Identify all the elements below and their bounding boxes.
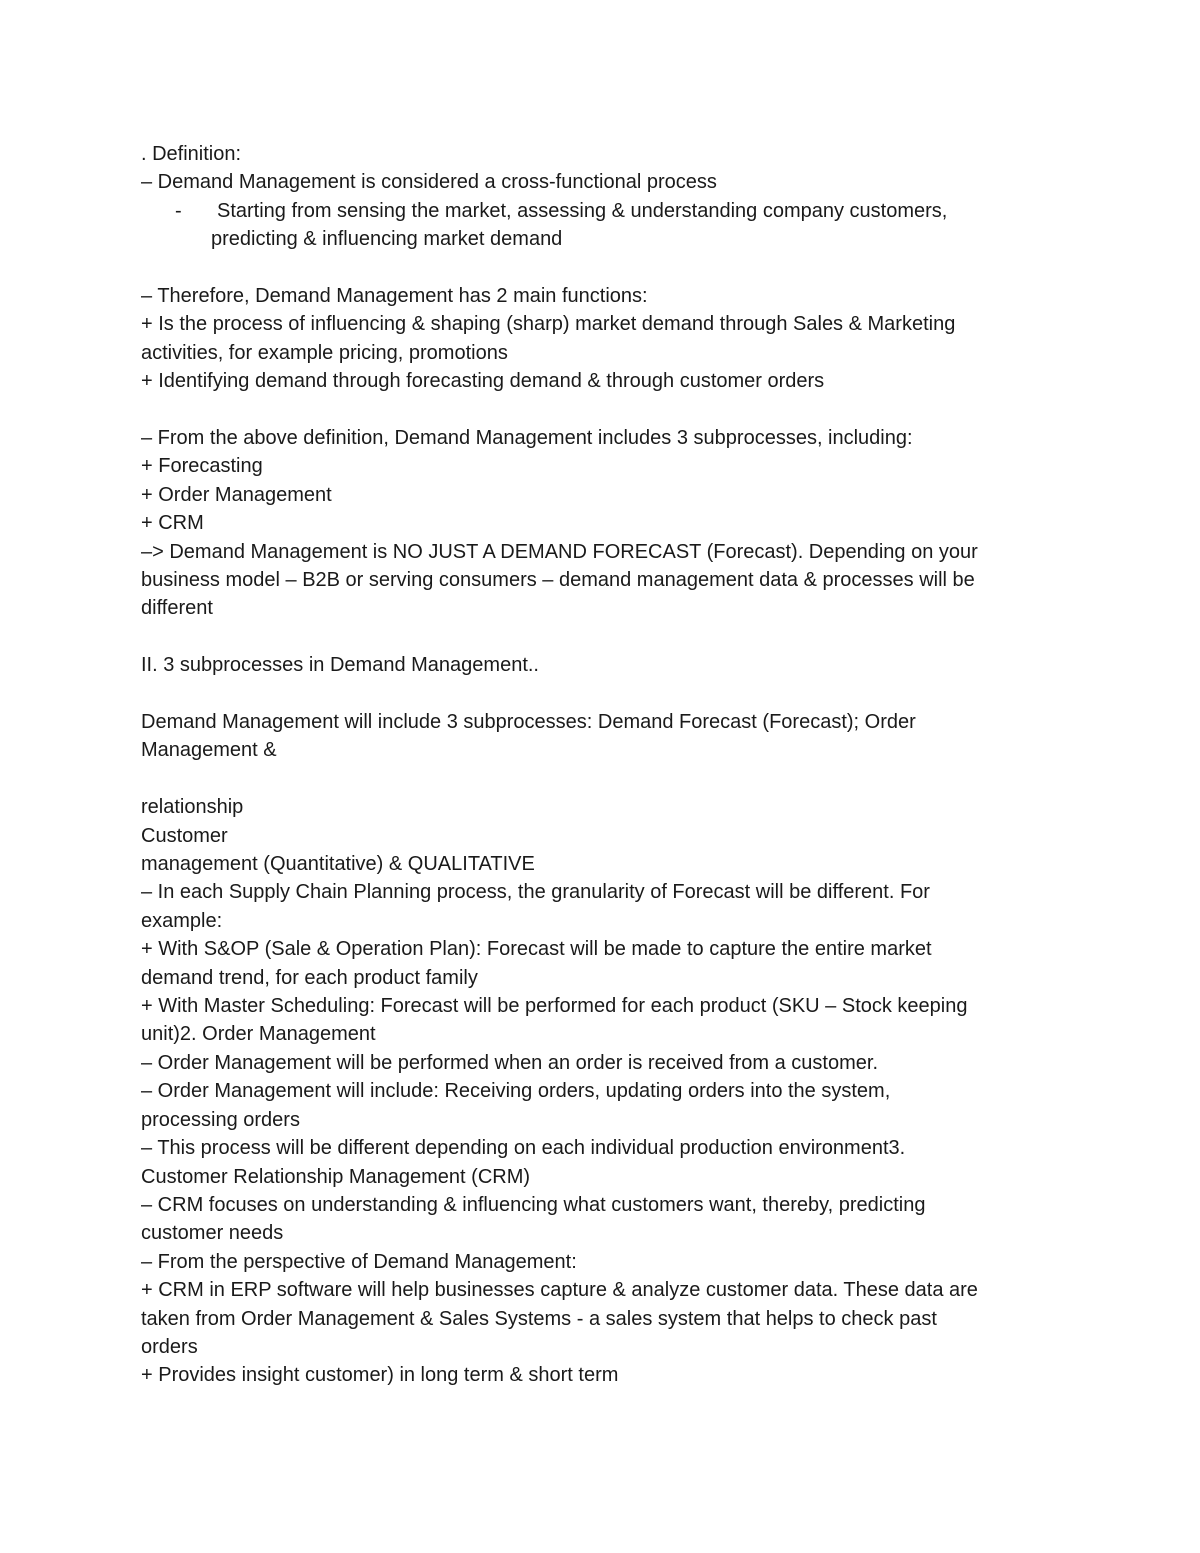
blank-line [141, 765, 1061, 793]
text-line: Customer Relationship Management (CRM) [141, 1165, 531, 1188]
text-line: taken from Order Management & Sales Systems - a sales system that helps to check past [141, 1307, 937, 1330]
text-line: example: [141, 909, 223, 932]
text-line: Demand Management will include 3 subprocesses: Demand Forecast (Forecast); Order [141, 711, 916, 734]
text-line: demand trend, for each product family [141, 966, 478, 989]
text-line: + Forecasting [141, 455, 263, 478]
text-line: unit)2. Order Management [141, 1023, 376, 1046]
text-line: . Definition: [141, 143, 242, 165]
text-line: processing orders [141, 1108, 300, 1131]
text-line: – In each Supply Chain Planning process, the granularity of Forecast will be different. For [141, 881, 930, 904]
text-line: Customer [141, 824, 228, 847]
bullet-continuation-text: predicting & influencing market demand [211, 228, 563, 251]
blank-line [141, 680, 1061, 708]
text-line: different [141, 597, 213, 620]
text-line: – This process will be different depending on each individual production environment3. [141, 1137, 906, 1160]
text-line: – CRM focuses on understanding & influencing what customers want, thereby, predicting [141, 1193, 926, 1216]
text-line: – From the above definition, Demand Management includes 3 subprocesses, including: [141, 427, 913, 449]
text-line: + Provides insight customer) in long term & short term [141, 1364, 619, 1387]
bullet-item [141, 197, 1061, 225]
text-line: business model – B2B or serving consumers – demand management data & processes will be [141, 569, 975, 592]
bullet-text: Starting from sensing the market, assessing & understanding company customers, [217, 199, 948, 222]
text-line: + With S&OP (Sale & Operation Plan): Forecast will be made to capture the entire market [141, 938, 932, 961]
bullet-marker: - [175, 199, 182, 222]
text-line: Management & [141, 739, 277, 762]
text-line: activities, for example pricing, promotions [141, 341, 508, 364]
text-line: – Therefore, Demand Management has 2 main functions: [141, 284, 648, 307]
text-line: –> Demand Management is NO JUST A DEMAND FORECAST (Forecast). Depending on your [141, 540, 978, 563]
text-line: relationship [141, 796, 244, 819]
text-line: orders [141, 1335, 198, 1358]
blank-line [141, 623, 1061, 651]
blank-line [141, 254, 1061, 282]
text-line: + Order Management [141, 483, 332, 506]
text-line: + With Master Scheduling: Forecast will be performed for each product (SKU – Stock keeping [141, 995, 968, 1018]
text-line: + CRM in ERP software will help businesses capture & analyze customer data. These data are [141, 1279, 978, 1302]
text-line: + Identifying demand through forecasting demand & through customer orders [141, 370, 825, 393]
text-line: – Order Management will include: Receiving orders, updating orders into the system, [141, 1080, 891, 1103]
text-line: + CRM [141, 512, 204, 535]
blank-line [141, 396, 1061, 424]
text-line: – Order Management will be performed when an order is received from a customer. [141, 1051, 879, 1074]
text-line: management (Quantitative) & QUALITATIVE [141, 853, 535, 876]
text-line: – From the perspective of Demand Management: [141, 1250, 577, 1273]
document-body [141, 140, 1061, 1390]
bullet-continuation-row [141, 225, 1061, 253]
text-line: + Is the process of influencing & shaping (sharp) market demand through Sales & Marketing [141, 313, 956, 336]
text-line: customer needs [141, 1222, 284, 1245]
text-line: – Demand Management is considered a cross-functional process [141, 171, 717, 194]
text-line: II. 3 subprocesses in Demand Management.. [141, 654, 539, 677]
